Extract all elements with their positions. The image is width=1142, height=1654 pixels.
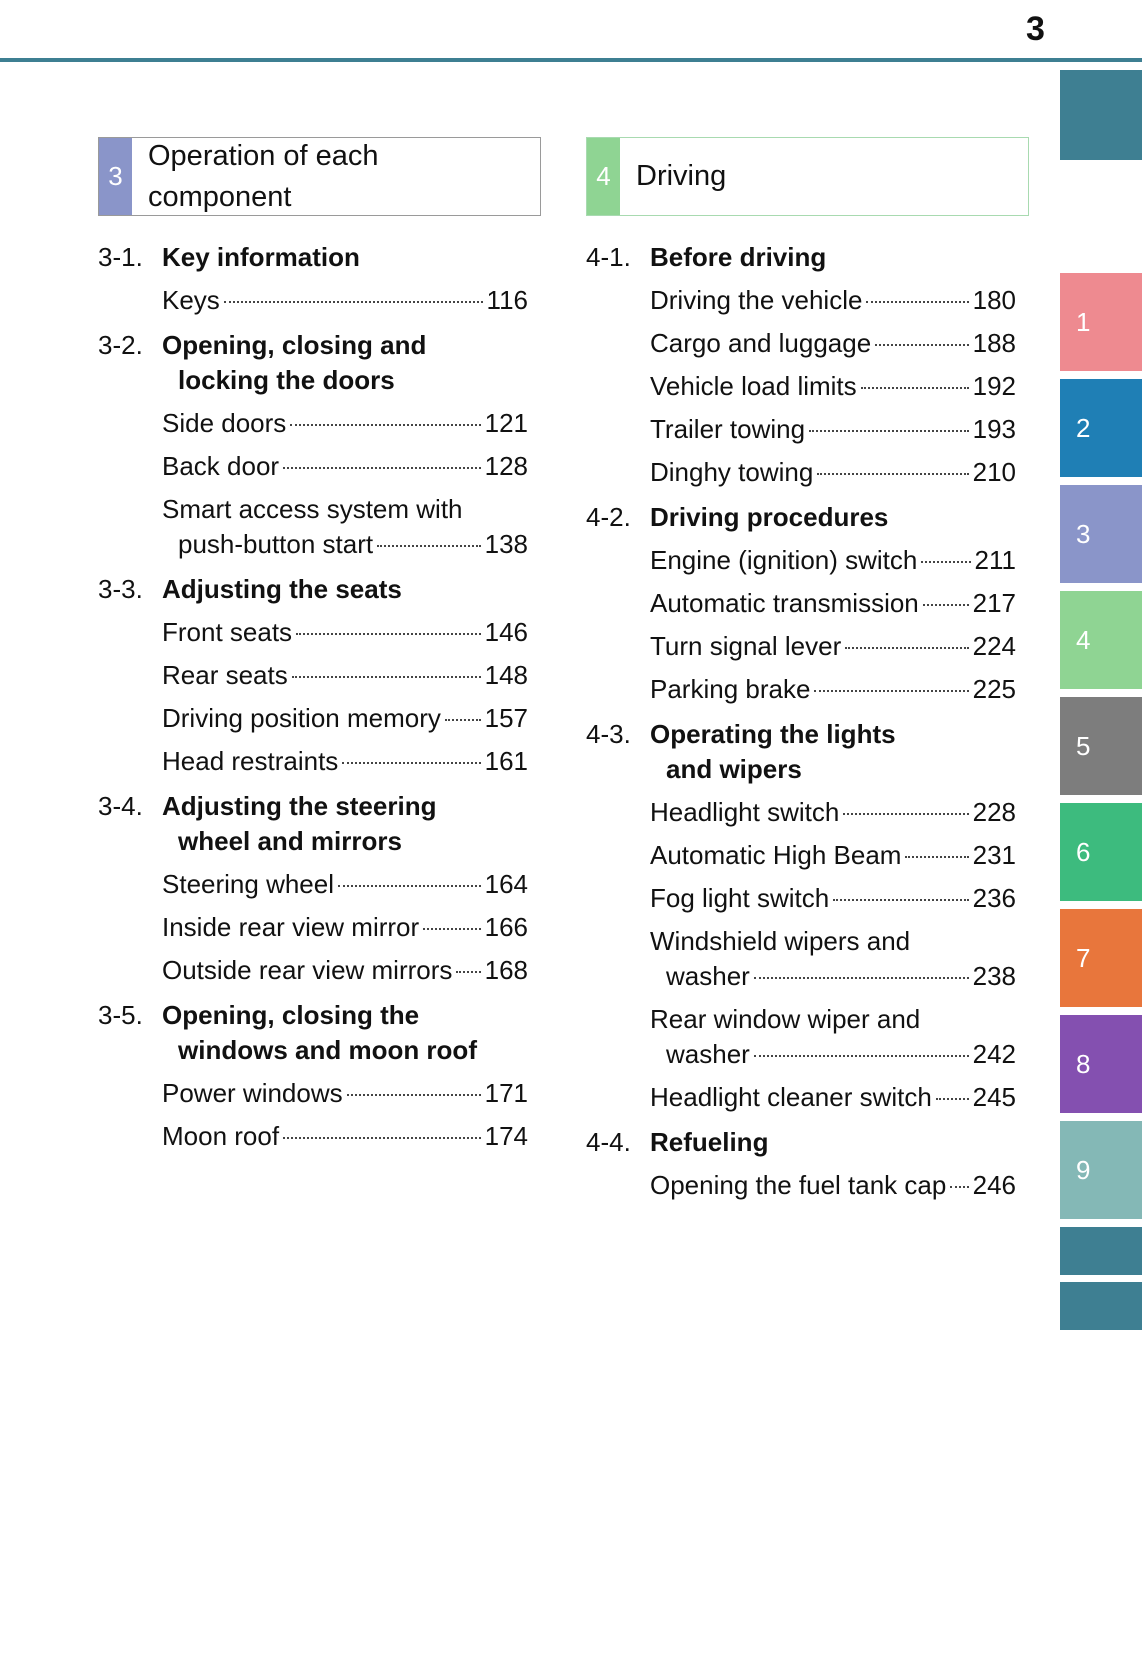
toc-entry[interactable] (98, 658, 528, 693)
subsection-title-line: wheel and mirrors (178, 826, 402, 856)
dot-leader (754, 1055, 969, 1057)
dot-leader (338, 885, 481, 887)
entry-label: Trailer towing (650, 414, 806, 444)
dot-leader (921, 561, 970, 563)
entry-label: Driving the vehicle (650, 285, 863, 315)
subsection-title (162, 328, 528, 398)
toc-entry[interactable] (586, 795, 1016, 830)
entry-label: Back door (162, 451, 280, 481)
entry-page-number: 210 (972, 457, 1016, 487)
toc-entry[interactable] (98, 406, 528, 441)
entry-label: Outside rear view mirrors (162, 955, 453, 985)
dot-leader (923, 604, 969, 606)
dot-leader (445, 719, 481, 721)
entry-label: Automatic transmission (650, 588, 919, 618)
chapter-tab-7[interactable]: 7 (1060, 909, 1142, 1007)
toc-entry[interactable] (586, 369, 1016, 404)
entry-label: Inside rear view mirror (162, 912, 420, 942)
toc-entry[interactable] (586, 881, 1016, 916)
entry-page-number: 236 (972, 883, 1016, 913)
subsection-title-line: Before driving (650, 242, 827, 272)
entry-label: Keys (162, 285, 220, 315)
dot-leader (296, 633, 481, 635)
toc-entry[interactable] (586, 283, 1016, 318)
entry-label: Rear seats (162, 660, 288, 690)
toc-entry[interactable] (586, 586, 1016, 621)
header-rule (0, 58, 1142, 62)
subsection-number: 3-1. (98, 242, 143, 272)
section-number: 4 (587, 138, 620, 215)
chapter-tab-5[interactable]: 5 (1060, 697, 1142, 795)
entry-label: Side doors (162, 408, 287, 438)
toc-entry[interactable] (586, 543, 1016, 578)
section-title-line: Driving (636, 160, 727, 192)
entry-page-number: 166 (484, 912, 528, 942)
entry-label: Head restraints (162, 746, 339, 776)
dot-leader (292, 676, 481, 678)
toc-entry[interactable] (586, 924, 1016, 994)
toc-column-section-4 (586, 240, 1016, 1203)
dot-leader (283, 1137, 481, 1139)
subsection-number: 3-2. (98, 330, 143, 360)
entry-page-number: 180 (972, 285, 1016, 315)
dot-leader (950, 1186, 968, 1188)
dot-leader (754, 977, 969, 979)
subsection-title-line: locking the doors (178, 365, 395, 395)
toc-entry[interactable] (586, 1168, 1016, 1203)
entry-page-number: 224 (972, 631, 1016, 661)
subsection-title (162, 998, 528, 1068)
subsection-number: 4-4. (586, 1127, 631, 1157)
subsection-title (650, 717, 1016, 787)
subsection-title (162, 572, 528, 607)
toc-subsection (98, 572, 528, 607)
chapter-tab-blank[interactable] (1060, 1227, 1142, 1275)
section-title (132, 138, 379, 215)
dot-leader (224, 301, 483, 303)
dot-leader (814, 690, 968, 692)
subsection-number: 3-3. (98, 574, 143, 604)
section-title (620, 138, 726, 215)
toc-entry[interactable] (586, 455, 1016, 490)
toc-subsection (98, 789, 528, 859)
subsection-title-line: and wipers (666, 754, 802, 784)
entry-label-line: Smart access system with (162, 494, 463, 524)
chapter-tab-3[interactable]: 3 (1060, 485, 1142, 583)
dot-leader (377, 545, 480, 547)
subsection-title-line: windows and moon roof (178, 1035, 477, 1065)
entry-label: Headlight cleaner switch (650, 1082, 932, 1112)
entry-label: Dinghy towing (650, 457, 814, 487)
toc-subsection (98, 240, 528, 275)
subsection-number: 4-2. (586, 502, 631, 532)
entry-page-number: 211 (974, 545, 1016, 575)
subsection-title-line: Adjusting the steering (162, 791, 437, 821)
dot-leader (936, 1098, 969, 1100)
subsection-title (162, 240, 528, 275)
entry-page-number: 116 (486, 285, 528, 315)
entry-label: Turn signal lever (650, 631, 842, 661)
entry-page-number: 225 (972, 674, 1016, 704)
subsection-title (162, 789, 528, 859)
entry-page-number: 138 (484, 529, 528, 559)
toc-entry[interactable] (98, 615, 528, 650)
subsection-number: 3-4. (98, 791, 143, 821)
entry-label: Driving position memory (162, 703, 441, 733)
entry-label-line: Rear window wiper and (650, 1004, 921, 1034)
subsection-title-line: Opening, closing and (162, 330, 427, 360)
entry-page-number: 217 (972, 588, 1016, 618)
subsection-title-line: Refueling (650, 1127, 769, 1157)
toc-entry[interactable] (98, 1119, 528, 1154)
toc-entry[interactable] (98, 867, 528, 902)
subsection-number: 3-5. (98, 1000, 143, 1030)
dot-leader (866, 301, 968, 303)
entry-page-number: 228 (972, 797, 1016, 827)
section-header-3 (98, 137, 541, 216)
subsection-title (650, 1125, 1016, 1160)
subsection-title (650, 240, 1016, 275)
subsection-title-line: Opening, closing the (162, 1000, 420, 1030)
toc-entry[interactable] (586, 326, 1016, 361)
entry-page-number: 157 (484, 703, 528, 733)
toc-entry[interactable] (98, 449, 528, 484)
subsection-number: 4-3. (586, 719, 631, 749)
dot-leader (833, 899, 968, 901)
toc-entry[interactable] (98, 492, 528, 562)
chapter-tab-6[interactable]: 6 (1060, 803, 1142, 901)
entry-label: push-button start (178, 529, 374, 559)
dot-leader (347, 1094, 481, 1096)
section-header-4 (586, 137, 1029, 216)
entry-page-number: 242 (972, 1039, 1016, 1069)
toc-entry[interactable] (98, 283, 528, 318)
entry-label: Cargo and luggage (650, 328, 872, 358)
toc-subsection (98, 998, 528, 1068)
entry-label: Moon roof (162, 1121, 280, 1151)
toc-entry[interactable] (98, 744, 528, 779)
subsection-title (650, 500, 1016, 535)
subsection-title-line: Key information (162, 242, 360, 272)
entry-label: Fog light switch (650, 883, 830, 913)
entry-label: Opening the fuel tank cap (650, 1170, 947, 1200)
entry-page-number: 174 (484, 1121, 528, 1151)
entry-page-number: 121 (484, 408, 528, 438)
dot-leader (342, 762, 480, 764)
toc-entry[interactable] (98, 1076, 528, 1111)
subsection-title-line: Operating the lights (650, 719, 896, 749)
dot-leader (290, 424, 480, 426)
chapter-tab-blank[interactable] (1060, 70, 1142, 160)
toc-entry[interactable] (98, 953, 528, 988)
entry-label: washer (666, 961, 750, 991)
toc-entry[interactable] (98, 701, 528, 736)
toc-entry[interactable] (586, 672, 1016, 707)
chapter-tab-4[interactable]: 4 (1060, 591, 1142, 689)
dot-leader (843, 813, 968, 815)
toc-entry[interactable] (586, 1002, 1016, 1072)
dot-leader (817, 473, 968, 475)
entry-page-number: 128 (484, 451, 528, 481)
section-title-line: Operation of each (148, 139, 379, 172)
dot-leader (423, 928, 480, 930)
entry-page-number: 245 (972, 1082, 1016, 1112)
entry-label: Headlight switch (650, 797, 840, 827)
dot-leader (283, 467, 481, 469)
entry-page-number: 148 (484, 660, 528, 690)
chapter-tab-9[interactable]: 9 (1060, 1121, 1142, 1219)
toc-entry[interactable] (586, 629, 1016, 664)
toc-column-section-3 (98, 240, 528, 1154)
entry-page-number: 164 (484, 869, 528, 899)
entry-page-number: 188 (972, 328, 1016, 358)
entry-page-number: 168 (484, 955, 528, 985)
entry-page-number: 231 (972, 840, 1016, 870)
entry-label: washer (666, 1039, 750, 1069)
chapter-tab-1[interactable]: 1 (1060, 273, 1142, 371)
section-number: 3 (99, 138, 132, 215)
chapter-tab-blank[interactable] (1060, 1282, 1142, 1330)
entry-page-number: 146 (484, 617, 528, 647)
entry-page-number: 171 (484, 1078, 528, 1108)
toc-entry[interactable] (586, 838, 1016, 873)
toc-subsection (98, 328, 528, 398)
subsection-number: 4-1. (586, 242, 631, 272)
chapter-tab-8[interactable]: 8 (1060, 1015, 1142, 1113)
entry-label: Parking brake (650, 674, 811, 704)
toc-subsection (586, 240, 1016, 275)
section-title-line: component (148, 180, 292, 213)
page-number: 3 (1026, 10, 1045, 48)
subsection-title-line: Adjusting the seats (162, 574, 402, 604)
dot-leader (875, 344, 968, 346)
toc-subsection (586, 500, 1016, 535)
entry-label-line: Windshield wipers and (650, 926, 911, 956)
entry-label: Vehicle load limits (650, 371, 857, 401)
dot-leader (456, 971, 480, 973)
entry-label: Automatic High Beam (650, 840, 902, 870)
toc-entry[interactable] (586, 1080, 1016, 1115)
dot-leader (905, 856, 968, 858)
entry-page-number: 246 (972, 1170, 1016, 1200)
entry-page-number: 161 (484, 746, 528, 776)
entry-label: Engine (ignition) switch (650, 545, 918, 575)
chapter-tab-2[interactable]: 2 (1060, 379, 1142, 477)
entry-page-number: 192 (972, 371, 1016, 401)
entry-label: Front seats (162, 617, 293, 647)
dot-leader (861, 387, 969, 389)
entry-page-number: 238 (972, 961, 1016, 991)
dot-leader (845, 647, 968, 649)
toc-subsection (586, 717, 1016, 787)
toc-entry[interactable] (586, 412, 1016, 447)
entry-page-number: 193 (972, 414, 1016, 444)
entry-label: Power windows (162, 1078, 343, 1108)
toc-subsection (586, 1125, 1016, 1160)
dot-leader (809, 430, 969, 432)
toc-entry[interactable] (98, 910, 528, 945)
subsection-title-line: Driving procedures (650, 502, 889, 532)
entry-label: Steering wheel (162, 869, 334, 899)
